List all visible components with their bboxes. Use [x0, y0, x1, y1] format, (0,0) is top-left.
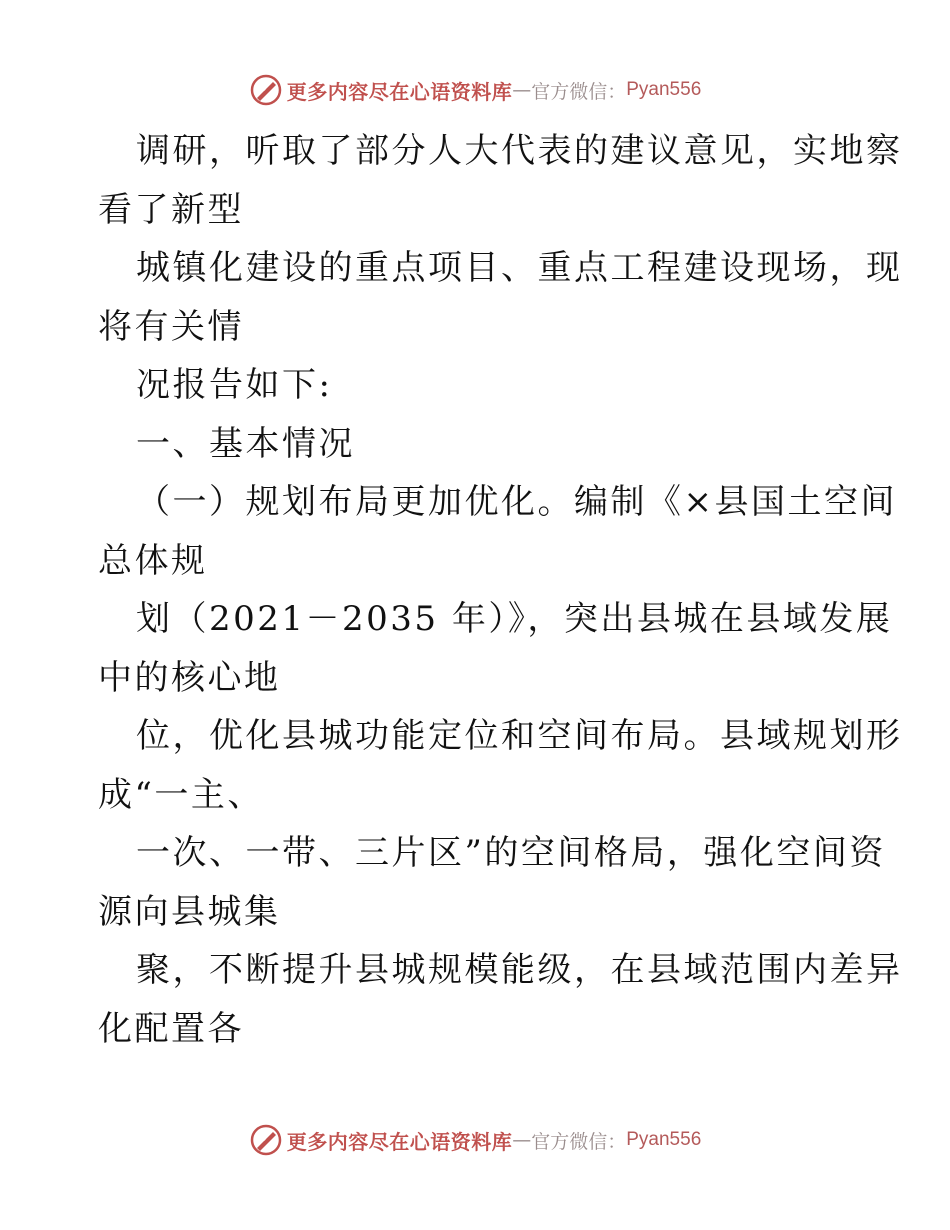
text-line: 划（2021－2035 年）》，突出县城在县域发展	[136, 599, 893, 639]
watermark-brand: 更多内容尽在心语资料库	[286, 1129, 513, 1154]
watermark-wechat-label: 官方微信：	[531, 1130, 627, 1153]
text-line: 总体规	[98, 540, 208, 581]
watermark-separator: —	[512, 1129, 532, 1151]
text-line: 中的核心地	[98, 657, 281, 698]
text-line: 成“一主、	[98, 774, 264, 815]
text-line: 况报告如下:	[136, 365, 333, 405]
text-line: 城镇化建设的重点项目、重点工程建设现场，现	[136, 248, 903, 288]
brand-logo-icon	[249, 1123, 283, 1157]
text-line: （一）规划布局更加优化。编制《×县国土空间	[136, 482, 897, 522]
text-line: 将有关情	[98, 306, 244, 347]
watermark-brand: 更多内容尽在心语资料库	[286, 79, 513, 104]
section-heading: 一、基本情况	[136, 423, 355, 464]
watermark-wechat-id: Pyan556	[626, 1129, 702, 1150]
text-line: 看了新型	[98, 189, 244, 230]
text-line: 调研，听取了部分人大代表的建议意见，实地察	[136, 131, 903, 171]
watermark-wechat-label: 官方微信：	[531, 80, 627, 103]
text-line: 位，优化县城功能定位和空间布局。县域规划形	[136, 716, 903, 756]
document-body	[98, 122, 903, 1058]
text-line: 化配置各	[98, 1008, 244, 1049]
text-line: 聚，不断提升县城规模能级，在县域范围内差异	[136, 950, 903, 990]
footer-watermark	[0, 1120, 950, 1160]
text-line: 一次、一带、三片区”的空间格局，强化空间资	[136, 833, 886, 873]
brand-logo-icon	[249, 73, 283, 107]
header-watermark	[0, 70, 950, 110]
text-line: 源向县城集	[98, 891, 281, 932]
watermark-wechat-id: Pyan556	[626, 79, 702, 100]
watermark-separator: —	[512, 79, 532, 101]
